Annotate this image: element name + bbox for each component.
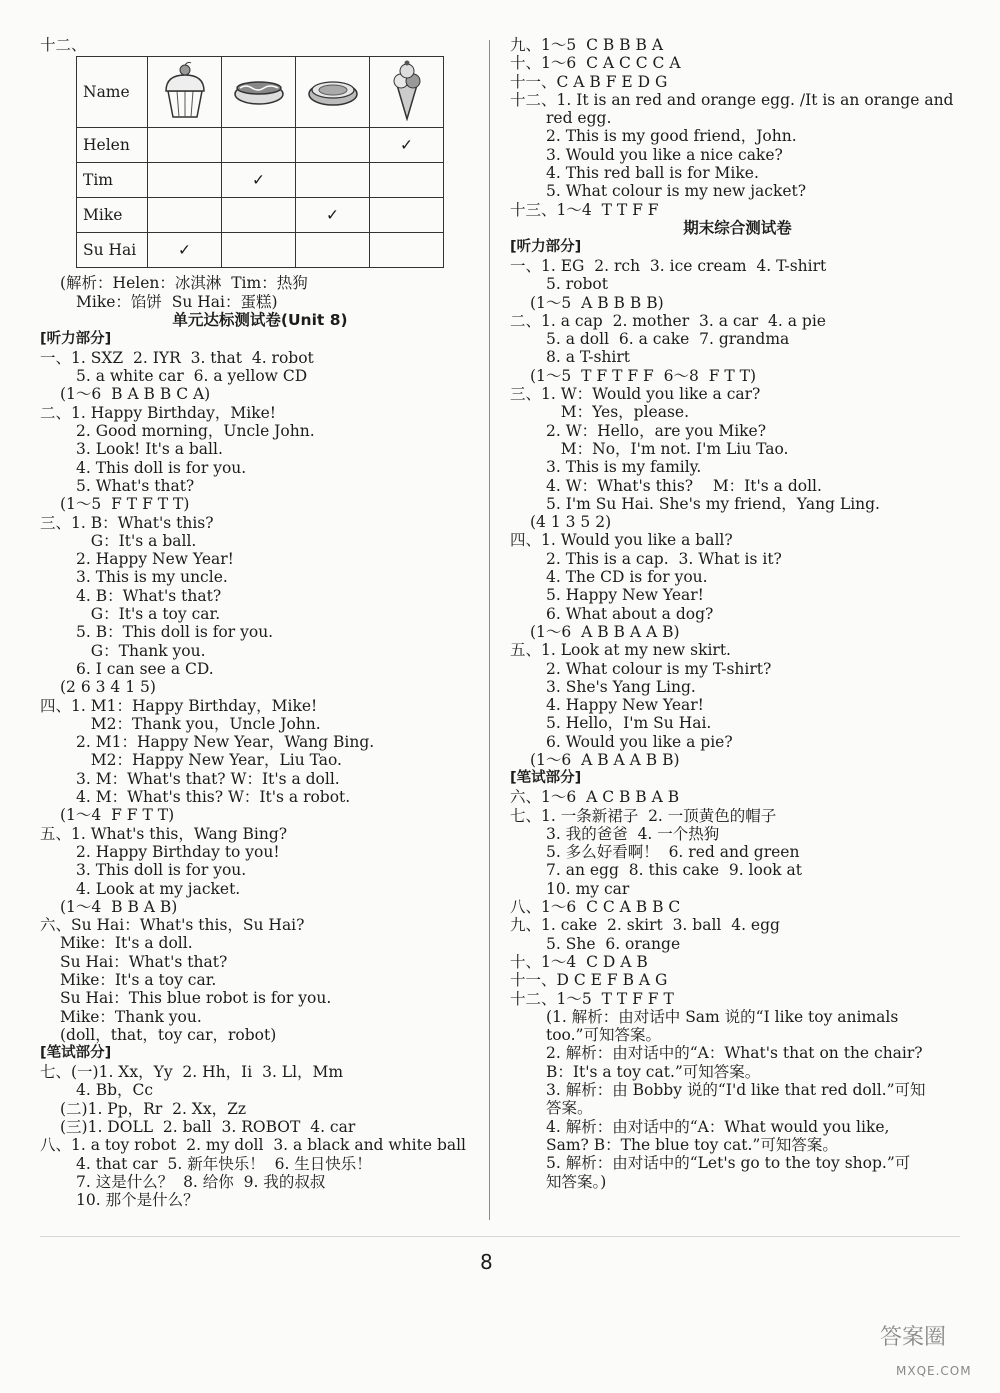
answer-line: 五、1. What's this，Wang Bing? xyxy=(40,824,288,843)
answer-line: M2：Happy New Year，Liu Tao. xyxy=(76,751,342,770)
table-row-tim xyxy=(77,163,444,198)
right-column xyxy=(510,36,965,1191)
table-section-label: 十二、 xyxy=(40,36,87,54)
food-choice-table xyxy=(76,56,444,268)
answer-line: 八、1. a toy robot 2. my doll 3. a black and white ball xyxy=(40,1136,467,1155)
answer-line: 六、1～6 A C B B A B xyxy=(510,788,680,807)
answer-line: 5. a doll 6. a cake 7. grandma xyxy=(546,330,790,349)
answer-line: (1. 解析：由对话中 Sam 说的“I like toy animals xyxy=(546,1007,899,1026)
row-name: Helen xyxy=(77,128,148,163)
pie-icon xyxy=(306,70,360,110)
answer-line: G：It's a toy car. xyxy=(76,605,221,624)
answer-line: 10. 那个是什么？ xyxy=(76,1191,199,1210)
footer-rule xyxy=(40,1236,960,1237)
answer-line: 七、1. 一条新裙子 2. 一顶黄色的帽子 xyxy=(510,806,777,825)
hotdog-cell xyxy=(222,57,296,128)
answer-line: 2. M1：Happy New Year，Wang Bing. xyxy=(76,733,375,752)
answer-line: 一、1. SXZ 2. IYR 3. that 4. robot xyxy=(40,348,314,367)
table-row-helen xyxy=(77,128,444,163)
answer-line: 十二、1～5 T T F F T xyxy=(510,989,674,1008)
answer-line: B：It's a toy cat.”可知答案。 xyxy=(546,1062,761,1081)
answer-line: Su Hai：What's that? xyxy=(60,952,228,971)
answer-line: 六、Su Hai：What's this，Su Hai? xyxy=(40,916,305,935)
answer-line: (doll，that，toy car，robot) xyxy=(60,1025,277,1044)
answer-line: 2. This is a cap. 3. What is it? xyxy=(546,549,782,568)
answer-line: 5. a white car 6. a yellow CD xyxy=(76,367,308,386)
page-number: 8 xyxy=(480,1250,493,1274)
answer-line: 4. B：What's that? xyxy=(76,586,222,605)
watermark-url: MXQE.COM xyxy=(896,1364,972,1378)
answer-line: (二)1. Pp，Rr 2. Xx，Zz xyxy=(60,1099,247,1118)
answer-line: 7. 这是什么？ 8. 给你 9. 我的叔叔 xyxy=(76,1172,326,1191)
answer-line: 7. an egg 8. this cake 9. look at xyxy=(546,861,802,880)
answer-line: Su Hai：This blue robot is for you. xyxy=(60,989,332,1008)
answer-line: (1～4 B B A B) xyxy=(60,897,178,916)
part-heading: [笔试部分] xyxy=(510,770,582,787)
check-mark: ✓ xyxy=(148,233,222,268)
answer-line: red egg. xyxy=(546,109,612,128)
answer-line: (1～5 A B B B B) xyxy=(530,293,664,312)
answer-line: 五、1. Look at my new skirt. xyxy=(510,641,731,660)
answer-line: 十三、1～4 T T F F xyxy=(510,200,659,219)
row-name: Mike xyxy=(77,198,148,233)
answer-line: 3. This is my uncle. xyxy=(76,568,228,587)
name-header: Name xyxy=(77,57,148,128)
left-answer-lines xyxy=(40,274,480,1209)
answer-line: 七、(一)1. Xx，Yy 2. Hh，Ii 3. Ll，Mm xyxy=(40,1063,344,1082)
answer-line: M：No，I'm not. I'm Liu Tao. xyxy=(546,439,789,458)
answer-line: 二、1. Happy Birthday，Mike! xyxy=(40,403,277,422)
answer-line: (1～6 B A B B C A) xyxy=(60,385,211,404)
answer-line: 5. 解析：由对话中的“Let's go to the toy shop.”可 xyxy=(546,1154,911,1173)
answer-line: 四、1. M1：Happy Birthday，Mike! xyxy=(40,696,318,715)
answer-line: 2. This is my good friend，John. xyxy=(546,127,797,146)
answer-line: 八、1～6 C C A B B C xyxy=(510,898,681,917)
left-column xyxy=(40,36,480,1210)
answer-line: (1～5 T F T F F 6～8 F T T) xyxy=(530,366,757,385)
answer-line: (2 6 3 4 1 5) xyxy=(60,678,156,697)
answer-line: 3. She's Yang Ling. xyxy=(546,677,696,696)
answer-line: 2. What colour is my T-shirt? xyxy=(546,659,772,678)
answer-line: 二、1. a cap 2. mother 3. a car 4. a pie xyxy=(510,311,826,330)
section-title: 期末综合测试卷 xyxy=(683,218,792,237)
answer-line: G：Thank you. xyxy=(76,641,206,660)
answer-line: 6. What about a dog? xyxy=(546,604,714,623)
answer-line: 4. The CD is for you. xyxy=(546,568,708,587)
row-name: Tim xyxy=(77,163,148,198)
answer-line: Mike：It's a doll. xyxy=(60,934,193,953)
answer-line: 3. This doll is for you. xyxy=(76,861,247,880)
hotdog-icon xyxy=(232,70,286,110)
watermark-logo: 答案圈 xyxy=(880,1325,947,1350)
answer-line: 3. This is my family. xyxy=(546,458,702,477)
check-mark: ✓ xyxy=(222,163,296,198)
answer-line: 3. M：What's that? W：It's a doll. xyxy=(76,769,340,788)
ice-cream-icon xyxy=(387,59,427,121)
answer-line: Mike：Thank you. xyxy=(60,1007,202,1026)
check-mark: ✓ xyxy=(296,198,370,233)
answer-line: Mike：馅饼 Su Hai：蛋糕) xyxy=(76,292,278,311)
answer-line: 2. Good morning，Uncle John. xyxy=(76,422,315,441)
answer-line: 4. W：What's this? M：It's a doll. xyxy=(546,476,822,495)
answer-line: 5. Hello，I'm Su Hai. xyxy=(546,714,712,733)
answer-line: 2. 解析：由对话中的“A：What's that on the chair? xyxy=(546,1044,923,1063)
answer-line: 4. M：What's this? W：It's a robot. xyxy=(76,788,351,807)
answer-line: 4. Look at my jacket. xyxy=(76,879,241,898)
answer-line: 十、1～6 C A C C C A xyxy=(510,54,681,73)
answer-line: Sam? B：The blue toy cat.”可知答案。 xyxy=(546,1135,838,1154)
answer-line: (解析：Helen：冰淇淋 Tim：热狗 xyxy=(60,274,308,293)
answer-line: 8. a T-shirt xyxy=(546,348,630,367)
answer-line: 5. robot xyxy=(546,275,608,294)
answer-line: (1～5 F T F T T) xyxy=(60,495,190,514)
table-row-mike xyxy=(77,198,444,233)
answer-line: 4. that car 5. 新年快乐！ 6. 生日快乐！ xyxy=(76,1154,372,1173)
answer-line: (三)1. DOLL 2. ball 3. ROBOT 4. car xyxy=(60,1118,356,1137)
answer-line: 6. Would you like a pie? xyxy=(546,732,733,751)
answer-line: 十二、1. It is an red and orange egg. /It is an orange and xyxy=(510,90,954,109)
answer-line: 一、1. EG 2. rch 3. ice cream 4. T-shirt xyxy=(510,256,827,275)
pie-cell xyxy=(296,57,370,128)
answer-line: (1～6 A B B A A B) xyxy=(530,622,680,641)
column-divider xyxy=(489,40,490,1220)
answer-line: 3. Look! It's a ball. xyxy=(76,440,223,459)
answer-line: Mike：It's a toy car. xyxy=(60,970,217,989)
answer-line: 知答案。) xyxy=(546,1172,607,1191)
answer-line: 3. 我的爸爸 4. 一个热狗 xyxy=(546,824,720,843)
answer-line: (4 1 3 5 2) xyxy=(530,513,612,532)
answer-line: too.”可知答案。 xyxy=(546,1026,661,1045)
answer-line: 2. Happy New Year! xyxy=(76,550,234,569)
cupcake-icon xyxy=(160,61,210,119)
part-heading: [笔试部分] xyxy=(40,1045,112,1062)
answer-line: 4. This doll is for you. xyxy=(76,458,247,477)
answer-line: 5. B：This doll is for you. xyxy=(76,623,274,642)
right-answer-lines xyxy=(510,36,965,1191)
answer-line: 5. What's that? xyxy=(76,476,195,495)
cupcake-cell xyxy=(148,57,222,128)
row-name: Su Hai xyxy=(77,233,148,268)
answer-line: 2. W：Hello，are you Mike? xyxy=(546,421,767,440)
answer-line: 三、1. B：What's this? xyxy=(40,513,214,532)
section-title: 单元达标测试卷(Unit 8) xyxy=(172,310,348,329)
answer-line: 4. 解析：由对话中的“A：What would you like, xyxy=(546,1117,890,1136)
answer-line: 5. 多么好看啊！ 6. red and green xyxy=(546,843,800,862)
answer-line: 九、1～5 C B B B A xyxy=(510,36,664,54)
ice-cream-cell xyxy=(370,57,444,128)
answer-line: M2：Thank you，Uncle John. xyxy=(76,714,321,733)
part-heading: [听力部分] xyxy=(510,238,582,255)
check-mark: ✓ xyxy=(370,128,444,163)
answer-line: 九、1. cake 2. skirt 3. ball 4. egg xyxy=(510,916,780,935)
answer-line: 5. I'm Su Hai. She's my friend，Yang Ling. xyxy=(546,494,880,513)
answer-line: 5. Happy New Year! xyxy=(546,586,704,605)
answer-line: 四、1. Would you like a ball? xyxy=(510,531,733,550)
answer-line: 十、1～4 C D A B xyxy=(510,952,648,971)
answer-line: 5. She 6. orange xyxy=(546,934,681,953)
answer-line: 3. Would you like a nice cake? xyxy=(546,145,783,164)
table-row-su-hai xyxy=(77,233,444,268)
answer-line: 4. This red ball is for Mike. xyxy=(546,164,759,183)
answer-line: 十一、D C E F B A G xyxy=(510,971,668,990)
answer-line: 10. my car xyxy=(546,879,630,898)
answer-line: 答案。 xyxy=(546,1099,593,1118)
table-header-row xyxy=(77,57,444,128)
answer-line: (1～6 A B A A B B) xyxy=(530,750,680,769)
answer-line: 十一、C A B F E D G xyxy=(510,72,668,91)
answer-line: 2. Happy Birthday to you! xyxy=(76,842,280,861)
answer-line: M：Yes，please. xyxy=(546,403,690,422)
answer-line: 5. What colour is my new jacket? xyxy=(546,182,807,201)
answer-line: 6. I can see a CD. xyxy=(76,659,214,678)
answer-line: 4. Happy New Year! xyxy=(546,696,704,715)
answer-line: (1～4 F F T T) xyxy=(60,806,175,825)
answer-line: 3. 解析：由 Bobby 说的“I'd like that red doll.”可知 xyxy=(546,1081,926,1100)
answer-line: 三、1. W：Would you like a car? xyxy=(510,385,761,404)
answer-line: G：It's a ball. xyxy=(76,531,197,550)
answer-line: 4. Bb，Cc xyxy=(76,1081,154,1100)
part-heading: [听力部分] xyxy=(40,330,112,347)
